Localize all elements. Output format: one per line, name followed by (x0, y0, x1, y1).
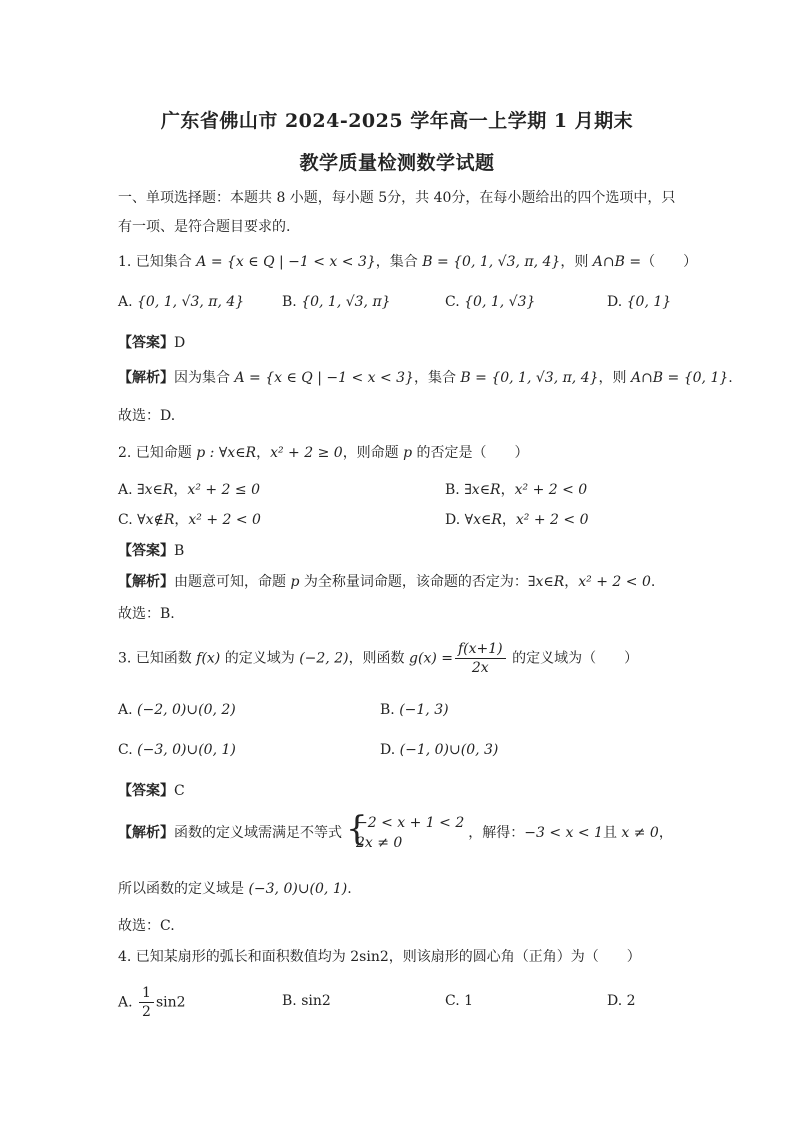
question-2-stem (118, 442, 529, 462)
q2-analysis-a: 由题意可知，命题 (174, 574, 291, 590)
q3-inequality-system (346, 809, 465, 853)
q3-option-a-label: A. (118, 702, 133, 718)
q2-option-b (445, 479, 587, 499)
q2-analysis-b: 为全称量词命题，该命题的否定为： (299, 574, 528, 590)
q1-conclusion: 故选：D. (118, 408, 176, 424)
q1-stem-d: （ ） (641, 254, 698, 270)
q3-conclusion: 故选：C. (118, 918, 175, 934)
q2-option-d-quantifier: ∀x∈R (464, 512, 502, 528)
q4-option-c-label: C. (445, 993, 460, 1009)
q4-option-a-text: sin2 (155, 994, 186, 1011)
q1-analysis-label: 【解析】 (118, 370, 174, 386)
q3-fraction (455, 640, 506, 677)
q2-answer-label: 【答案】 (118, 543, 174, 559)
q3-system-row-2: 2x ≠ 0 (356, 835, 403, 851)
q4-option-b-text: sin2 (301, 993, 331, 1009)
q3-option-c (118, 742, 236, 758)
q3-option-d-text: (−1, 0)∪(0, 3) (399, 742, 499, 758)
question-3-stem (118, 640, 638, 677)
q2-stem-b: ， (256, 445, 271, 461)
question-4-stem: 4. 已知某扇形的弧长和面积数值均为 2sin2，则该扇形的圆心角（正角）为（ ） (118, 949, 641, 965)
q4-option-d-text: 2 (626, 993, 636, 1009)
q3-option-b-text: (−1, 3) (399, 702, 449, 718)
q2-option-a-sep: ， (173, 482, 188, 498)
q1-analysis-c: ，则 (598, 370, 631, 386)
q1-option-b-text: {0, 1, √3, π} (301, 294, 391, 310)
q1-option-d-label: D. (607, 294, 623, 310)
q2-option-c-label: C. (118, 512, 133, 528)
q1-expr: A∩B = (592, 254, 642, 270)
q4-option-c (445, 993, 473, 1009)
q2-p: p (403, 445, 413, 461)
q3-option-c-label: C. (118, 742, 133, 758)
q2-stem-a: 2. 已知命题 (118, 445, 197, 461)
q3-answer-value: C (174, 783, 185, 799)
q2-option-c-quantifier: ∀x∉R (137, 512, 175, 528)
q2-analysis (118, 571, 655, 591)
q1-set-b: B = {0, 1, √3, π, 4} (422, 254, 561, 270)
q4-option-a-denominator: 2 (142, 1004, 151, 1020)
q3-g: g(x) = (409, 650, 453, 667)
q2-answer-value: B (174, 543, 185, 559)
q1-option-c-label: C. (445, 294, 460, 310)
q1-stem-b: ，集合 (375, 254, 423, 270)
q3-option-a-text: (−2, 0)∪(0, 2) (137, 702, 236, 718)
q1-option-d (607, 294, 671, 310)
q1-analysis-b: ，集合 (413, 370, 461, 386)
q4-option-d (607, 993, 636, 1009)
q1-option-a (118, 294, 244, 310)
q4-option-b-label: B. (282, 993, 297, 1009)
q3-analysis-a: 函数的定义域需满足不等式 (174, 825, 342, 841)
q1-option-b (282, 294, 391, 310)
q2-option-b-ineq: x² + 2 < 0 (514, 482, 588, 498)
q1-option-b-label: B. (282, 294, 297, 310)
q2-option-a-label: A. (118, 482, 133, 498)
q1-analysis-set-b: B = {0, 1, √3, π, 4} (460, 370, 599, 386)
q3-analysis-label: 【解析】 (118, 825, 174, 841)
exam-subtitle: 教学质量检测数学试题 (299, 152, 495, 174)
q3-analysis-line-2 (118, 878, 352, 898)
q3-system-row-1: −2 < x + 1 < 2 (356, 815, 465, 831)
q2-option-d-label: D. (445, 512, 461, 528)
q1-analysis-result: A∩B = {0, 1} (630, 370, 729, 386)
section-heading-cont (118, 216, 290, 236)
q3-stem-b: 的定义域为 (220, 650, 300, 667)
q3-analysis2-b: . (347, 881, 352, 897)
q3-fraction-numerator: f(x+1) (455, 640, 506, 659)
q3-stem-a: 3. 已知函数 (118, 650, 197, 667)
q2-option-c (118, 509, 261, 529)
q3-analysis (118, 809, 673, 853)
q2-stem-c: ，则命题 (342, 445, 404, 461)
q3-option-a (118, 702, 236, 718)
q1-stem-a: 1. 已知集合 (118, 254, 197, 270)
q2-ineq: x² + 2 ≥ 0 (270, 445, 343, 461)
q2-option-a-quantifier: ∃x∈R (137, 482, 174, 498)
q3-option-b (380, 702, 449, 718)
q4-option-a (118, 984, 186, 1021)
q3-stem-c: ，则函数 (348, 650, 410, 667)
q1-analysis-set-a: A = {x ∈ Q | −1 < x < 3} (234, 370, 414, 386)
q1-stem-c: ，则 (560, 254, 593, 270)
q2-option-d-sep: ， (501, 512, 516, 528)
q2-analysis-label: 【解析】 (118, 574, 174, 590)
q1-option-a-label: A. (118, 294, 133, 310)
q2-analysis-quantifier: ∃x∈R (527, 574, 565, 590)
q3-analysis-solution: −3 < x < 1 (524, 825, 603, 841)
q1-analysis-d: . (728, 370, 733, 386)
question-1-stem (118, 251, 697, 271)
q2-option-b-sep: ， (500, 482, 515, 498)
q4-option-c-text: 1 (464, 993, 474, 1009)
q3-analysis2-a: 所以函数的定义域是 (118, 881, 249, 897)
q3-domain: (−2, 2) (299, 650, 349, 667)
q3-fraction-denominator: 2x (471, 660, 489, 676)
q3-analysis2-result: (−3, 0)∪(0, 1) (248, 881, 348, 897)
section-heading-text-b: 有一项、是符合题目要求的. (118, 219, 291, 235)
q3-analysis-b: ，解得： (468, 825, 525, 841)
q2-option-a (118, 479, 260, 499)
q3-analysis-condition: x ≠ 0 (621, 825, 659, 841)
q2-analysis-c: ， (564, 574, 579, 590)
q3-option-d-label: D. (380, 742, 396, 758)
left-brace-icon: { (346, 809, 368, 849)
q1-set-a: A = {x ∈ Q | −1 < x < 3} (196, 254, 376, 270)
q3-answer (118, 780, 185, 800)
section-heading (118, 187, 675, 207)
q4-option-a-numerator: 1 (139, 984, 154, 1003)
q2-analysis-d: . (650, 574, 656, 590)
q4-option-a-label: A. (118, 994, 133, 1011)
section-heading-text-a: 一、单项选择题：本题共 8 小题，每小题 5分，共 40分，在每小题给出的四个选项中，只 (118, 190, 676, 206)
q1-analysis-a: 因为集合 (174, 370, 235, 386)
q2-option-c-sep: ， (174, 512, 189, 528)
q2-analysis-p: p (290, 574, 300, 590)
q2-stem-d: 的否定是（ ） (412, 445, 529, 461)
q2-prop: p : ∀x∈R (196, 445, 257, 461)
q3-analysis-c: 且 (602, 825, 622, 841)
q2-option-d (445, 509, 588, 529)
q3-option-d (380, 742, 498, 758)
q3-f: f(x) (196, 650, 221, 667)
q3-option-b-label: B. (380, 702, 395, 718)
q1-answer-value: D (174, 335, 186, 351)
exam-title: 广东省佛山市 2024-2025 学年高一上学期 1 月期末 (160, 110, 634, 132)
q1-option-c (445, 294, 535, 310)
q2-conclusion: 故选：B. (118, 606, 175, 622)
q3-option-c-text: (−3, 0)∪(0, 1) (137, 742, 236, 758)
q3-stem-d: 的定义域为（ ） (507, 650, 639, 667)
q1-answer (118, 332, 185, 352)
q1-option-a-text: {0, 1, √3, π, 4} (137, 294, 245, 310)
q4-option-a-fraction (139, 984, 154, 1021)
q1-option-c-text: {0, 1, √3} (464, 294, 536, 310)
q2-option-a-ineq: x² + 2 ≤ 0 (187, 482, 261, 498)
q2-option-b-label: B. (445, 482, 460, 498)
q2-option-c-ineq: x² + 2 < 0 (188, 512, 261, 528)
q1-answer-label: 【答案】 (118, 335, 174, 351)
q2-answer (118, 540, 184, 560)
q1-analysis (118, 367, 733, 387)
q2-analysis-ineq: x² + 2 < 0 (578, 574, 651, 590)
q4-option-d-label: D. (607, 993, 623, 1009)
q3-analysis-d: ， (658, 825, 673, 841)
q2-option-b-quantifier: ∃x∈R (464, 482, 501, 498)
q1-option-d-text: {0, 1} (626, 294, 672, 310)
q4-option-b (282, 993, 331, 1009)
q3-answer-label: 【答案】 (118, 783, 174, 799)
q2-option-d-ineq: x² + 2 < 0 (515, 512, 589, 528)
